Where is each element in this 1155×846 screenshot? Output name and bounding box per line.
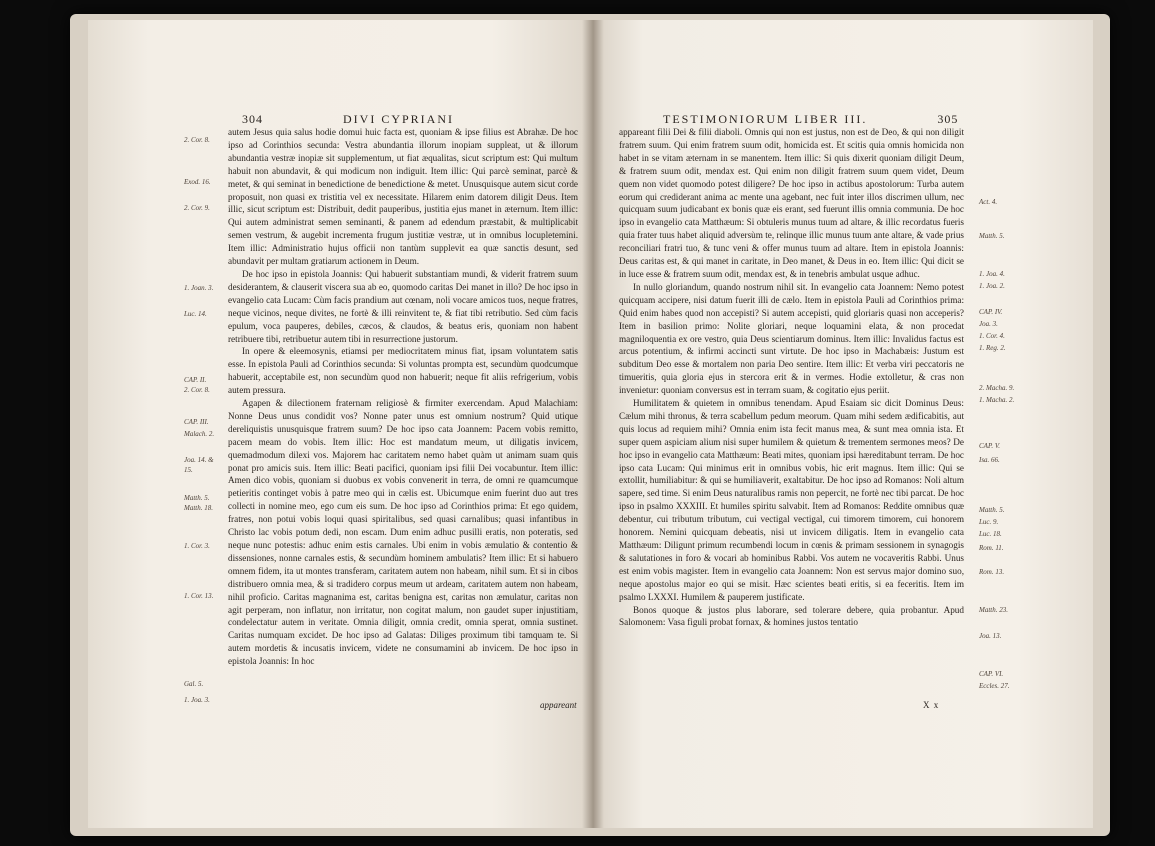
- right-paragraph-2: In nullo gloriandum, quando nostrum nihil sit. In evangelio cata Joannem: Nemo potest quicquam accipere, nisi datum fuerit illi de cælo. Item in epistola Pauli ad Corinthios prima: Quid enim habes quod non accepisti? Si autem accepisti, quid gloriaris quasi non acceperis? Item in basilion primo: Nolite gloriari, neque loquamini elata, & non procedat magniloquentia ex ore vestro, quia Deus scientiarum dominus. Item illic: Invalidus factus est arcus potentium, & infirmi accincti sunt virtute. De hoc ipso in Machabæis: Justum est subditum Deo esse & mortalem non paria Deo sentire. Item illic: Et verba viri peccatoris ne timueritis, quia gloria ejus in stercora erit & in vermes. Hodie extolletur, & cras non invenietur: quoniam conversus est in terram suam, & cogitatio ejus periit.: [619, 281, 964, 396]
- margin-note: 1. Reg. 2.: [979, 344, 1006, 352]
- right-paragraph-1: appareant filii Dei & filii diaboli. Omnis qui non est justus, non est de Deo, & qui non diligit fratrem suum. Qui enim fratrem suum odit, homicida est. Et scitis quia omnis homicida non habet in se vitam æternam in se manentem. Item illic: Si quis dixerit quoniam diligit Deum, & fratrem suum odit, mendax est. Qui enim non diligit fratrem suum quem videt, Deum quem non videt quomodo potest diligere? De hoc ipso in actibus apostolorum: Turba autem eorum qui crediderant anima ac mente una agebant, nec fuit inter illos discrimen ullum, nec quicquam suum judicabant ex bonis quæ eis erant, sed fuerunt illis omnia communia. De hoc ipso in evangelio cata Matthæum: Si obtuleris munus tuum ad altare, & illic recordatus fueris quia frater tuus habet aliquid adversùm te, relinque illic munus tuum ante altare, & vade prius reconciliari fratri tuo, & tunc veni & offer munus tuum ad altare. Item in epistola Joannis: Deus caritas est, & qui manet in caritate, in Deo manet, & Deus in eo. Item illic: Qui dicit se in luce esse & fratrem suum odit, mendax est, & in tenebris ambulat usque adhuc.: [619, 127, 964, 279]
- margin-note: Matth. 18.: [184, 504, 213, 512]
- right-body-text: [619, 126, 964, 629]
- left-page-number: 304: [242, 112, 263, 126]
- margin-note: 2. Cor. 8.: [184, 136, 210, 144]
- margin-note: 1. Cor. 13.: [184, 592, 214, 600]
- margin-note: Eccles. 27.: [979, 682, 1010, 690]
- margin-note: CAP. II.: [184, 376, 207, 384]
- right-page: [593, 20, 1093, 828]
- left-page: [88, 20, 593, 828]
- margin-note: Isa. 66.: [979, 456, 1000, 464]
- margin-note: Matth. 23.: [979, 606, 1008, 614]
- margin-note: Rom. 13.: [979, 568, 1005, 576]
- margin-note: CAP. V.: [979, 442, 1000, 450]
- left-catchword: appareant: [540, 700, 577, 710]
- margin-note: Gal. 5.: [184, 680, 204, 688]
- margin-note: Matth. 5.: [979, 232, 1005, 240]
- margin-note: CAP. IV.: [979, 308, 1003, 316]
- margin-note: Exod. 16.: [184, 178, 211, 186]
- right-running-head: [663, 112, 958, 127]
- margin-note: Rom. 11.: [979, 544, 1004, 552]
- margin-note: 1. Joa. 2.: [979, 282, 1005, 290]
- margin-note: 2. Cor. 9.: [184, 204, 210, 212]
- margin-note: Matth. 5.: [979, 506, 1005, 514]
- margin-note: 1. Joa. 3.: [184, 696, 210, 704]
- right-page-number: 305: [937, 112, 959, 126]
- left-paragraph-3: In opere & eleemosynis, etiamsi per mediocritatem minus fiat, ipsam voluntatem satis esse. In epistola Pauli ad Corinthios secunda: Si voluntas prompta est, secundùm quodcumque habuerit, acceptabile est, non secundùm quod non habuerit; neque fit aliis refrigerium, vobis autem pressura.: [228, 346, 578, 396]
- margin-note: Luc. 9.: [979, 518, 999, 526]
- left-running-head: [242, 112, 454, 127]
- margin-note: 1. Joan. 3.: [184, 284, 214, 292]
- margin-note: Joa. 14. &: [184, 456, 214, 464]
- margin-note: CAP. VI.: [979, 670, 1004, 678]
- open-book: [70, 14, 1110, 836]
- margin-note: Matth. 5.: [184, 494, 210, 502]
- margin-note: Act. 4.: [979, 198, 998, 206]
- right-paragraph-4: Bonos quoque & justos plus laborare, sed tolerare debere, quia probantur. Apud Salomonem: Vasa figuli probat fornax, & homines justos tentatio: [619, 604, 964, 628]
- left-paragraph-1: autem Jesus quia salus hodie domui huic facta est, quoniam & ipse filius est Abrahæ. De hoc ipso ad Corinthios secunda: Vestra abundantia illorum inopiam suppleat, ut & illorum abundantia vestræ inopiæ sit supplementum, ut fiat æqualitas, sicut scriptum est: Qui multum habuit non abundavit, & qui modicum non indiguit. Item illic: Qui parcè seminat, parcè & metet, & qui seminat in benedictione de benedictione & metet. Unusquisque autem sicut corde proposuit, non quasi ex tristitia vel ex necessitate. Hilarem enim datorem diligit Deus. Item illic, sicut scriptum est: Distribuit, dedit pauperibus, justitia ejus manet in æternum. Item illic: Qui autem administrat semen seminanti, & panem ad edendum præstabit, & multiplicabit semen vestrum, & augebit incrementa frugum justitiæ vestræ, ut in omnibus locupletemini. Item illic: Administratio hujus officii non tantùm supplevit ea quæ sanctis desunt, sed abundavit per multam gratiarum actionem in Deum.: [228, 127, 578, 267]
- book-gutter: [582, 20, 604, 828]
- left-body-text: [228, 126, 578, 668]
- right-head-title: TESTIMONIORUM LIBER III.: [663, 112, 868, 126]
- signature-mark: X x: [923, 700, 940, 710]
- margin-note: 15.: [184, 466, 193, 474]
- margin-note: Malach. 2.: [184, 430, 215, 438]
- margin-note: Luc. 14.: [184, 310, 207, 318]
- right-paragraph-3: Humilitatem & quietem in omnibus tenendam. Apud Esaiam sic dicit Dominus Deus: Cælum mihi thronus, & terra scabellum pedum meorum. Quam mihi sedem ædificabitis, aut quis locus ad requiem mihi? Omnia enim ista fecit manus mea, & sunt mea omnia ista. Et super quem aspiciam alium nisi super humilem & quietum & trementem sermones meos? De hoc ipso in evangelio cata Matthæum: Beati mites, quoniam ipsi hæreditabunt terram. De hoc ipso cata Lucam: Qui minimus erit in omnibus vobis, hic erit magnus. Item illic: Qui se extollit, humiliabitur: & qui se humiliaverit, exaltabitur. De hoc ipso ad Romanos: Noli altum sapere, sed time. Si enim Deus naturalibus ramis non pepercit, ne fortè nec tibi parcat. De hoc ipso in psalmo XXXIII. Et humiles spiritu salvabit. Item ad Romanos: Reddite omnibus quæ debentur, cui tributum tributum, cui vectigal vectigal, cui timorem timorem, cui honorem honorem. Nemini quicquam debeatis, nisi ut invicem diligatis. Item in evangelio cata Matthæum: Diligunt primum recumbendi locum in cœnis & primam sessionem in synagogis & salutationes in foro & vocari ab hominibus Rabbi. Vos autem ne vocaveritis Rabbi. Unus est enim vobis magister. Item in evangelio cata Joannem: Non est servus major domino suo, neque apostolus major eo qui se misit. Hæc scientes beati eritis, si ea feceritis. Item im psalmo LXXXI. Humilem & pauperem justificate.: [619, 398, 964, 602]
- margin-note: Luc. 18.: [979, 530, 1002, 538]
- left-paragraph-2: De hoc ipso in epistola Joannis: Qui habuerit substantiam mundi, & viderit fratrem suum desiderantem, & clauserit viscera sua ab eo, quomodo caritas Dei manet in illo? De hoc ipso in evangelio cata Lucam: Cùm facis prandium aut cœnam, noli vocare amicos tuos, neque fratres, neque vicinos, neque divites, ne fortè & illi reinvitent te, & fiat tibi retributio. Sed cùm facis epulum, voca pauperes, debiles, cæcos, & claudos, & beatus eris, quoniam non habent retribuere tibi, retribuetur autem tibi in resurrectione justorum.: [228, 268, 578, 344]
- margin-note: 1. Cor. 4.: [979, 332, 1005, 340]
- margin-note: 2. Cor. 8.: [184, 386, 210, 394]
- margin-note: Joa. 13.: [979, 632, 1002, 640]
- margin-note: 2. Macha. 9.: [979, 384, 1015, 392]
- margin-note: 1. Cor. 3.: [184, 542, 210, 550]
- left-head-title: DIVI CYPRIANI: [343, 112, 454, 126]
- margin-note: 1. Joa. 4.: [979, 270, 1005, 278]
- left-paragraph-4: Agapen & dilectionem fraternam religiosè & firmiter exercendam. Apud Malachiam: Nonne Deus unus condidit vos? Nonne pater unus est omnium nostrum? Quid utique dereliquistis unusquisque fratrem suum? De hoc ipso cata Joannem: Pacem vobis remitto, pacem meam do vobis. Item illic: Hoc est mandatum meum, ut diligatis invicem, quemadmodum dilexi vos. Majorem hac caritatem nemo habet quàm ut animam suam quis ponat pro amicis suis. Item illic: Beati pacifici, quoniam ipsi filii Dei vocabuntur. Item illic: Amen dico vobis, quoniam si duobus ex vobis convenerit in terra, de omni re quamcumque petieritis continget vobis à patre meo qui in cælis est. Ubicumque enim fuerint duo aut tres collecti in nomine meo, ego cum eis sum. De hoc ipso ad Corinthios prima: Et ego quidem, fratres, non potui vobis loqui quasi spiritalibus, sed quasi carnalibus; quasi infantibus in Christo lac vobis potum dedi, non escam. Dum enim adhuc pusilli eratis, non poteratis, sed neque nunc potestis: adhuc enim estis carnales. Ubi enim in vobis æmulatio & contentio & dissensiones, nonne carnales estis, & secundùm hominem ambulatis? Item illic: Et si habuero omnem fidem, ita ut montes transferam, caritatem autem non habeam, nihil sum. Et si in cibos distribuero omnia mea, & si tradidero corpus meum ut ardeam, caritatem autem non habeam, nihil proficio. Caritas magnanima est, caritas benigna est, caritas non æmulatur, caritas non agit perperam, non inflatur, non irritatur, non cogitat malum, non gaudet super injustitiam, condelectatur autem in veritate. Omnia diligit, omnia credit, omnia sperat, omnia sustinet. Caritas numquam excidet. De hoc ipso ad Galatas: Diliges proximum tibi tamquam te. Si autem mordetis & incusatis invicem, videte ne consumamini ab invicem. De hoc ipso in epistola Joannis: In hoc: [228, 398, 578, 667]
- margin-note: 1. Macha. 2.: [979, 396, 1015, 404]
- margin-note: CAP. III.: [184, 418, 209, 426]
- margin-note: Joa. 3.: [979, 320, 998, 328]
